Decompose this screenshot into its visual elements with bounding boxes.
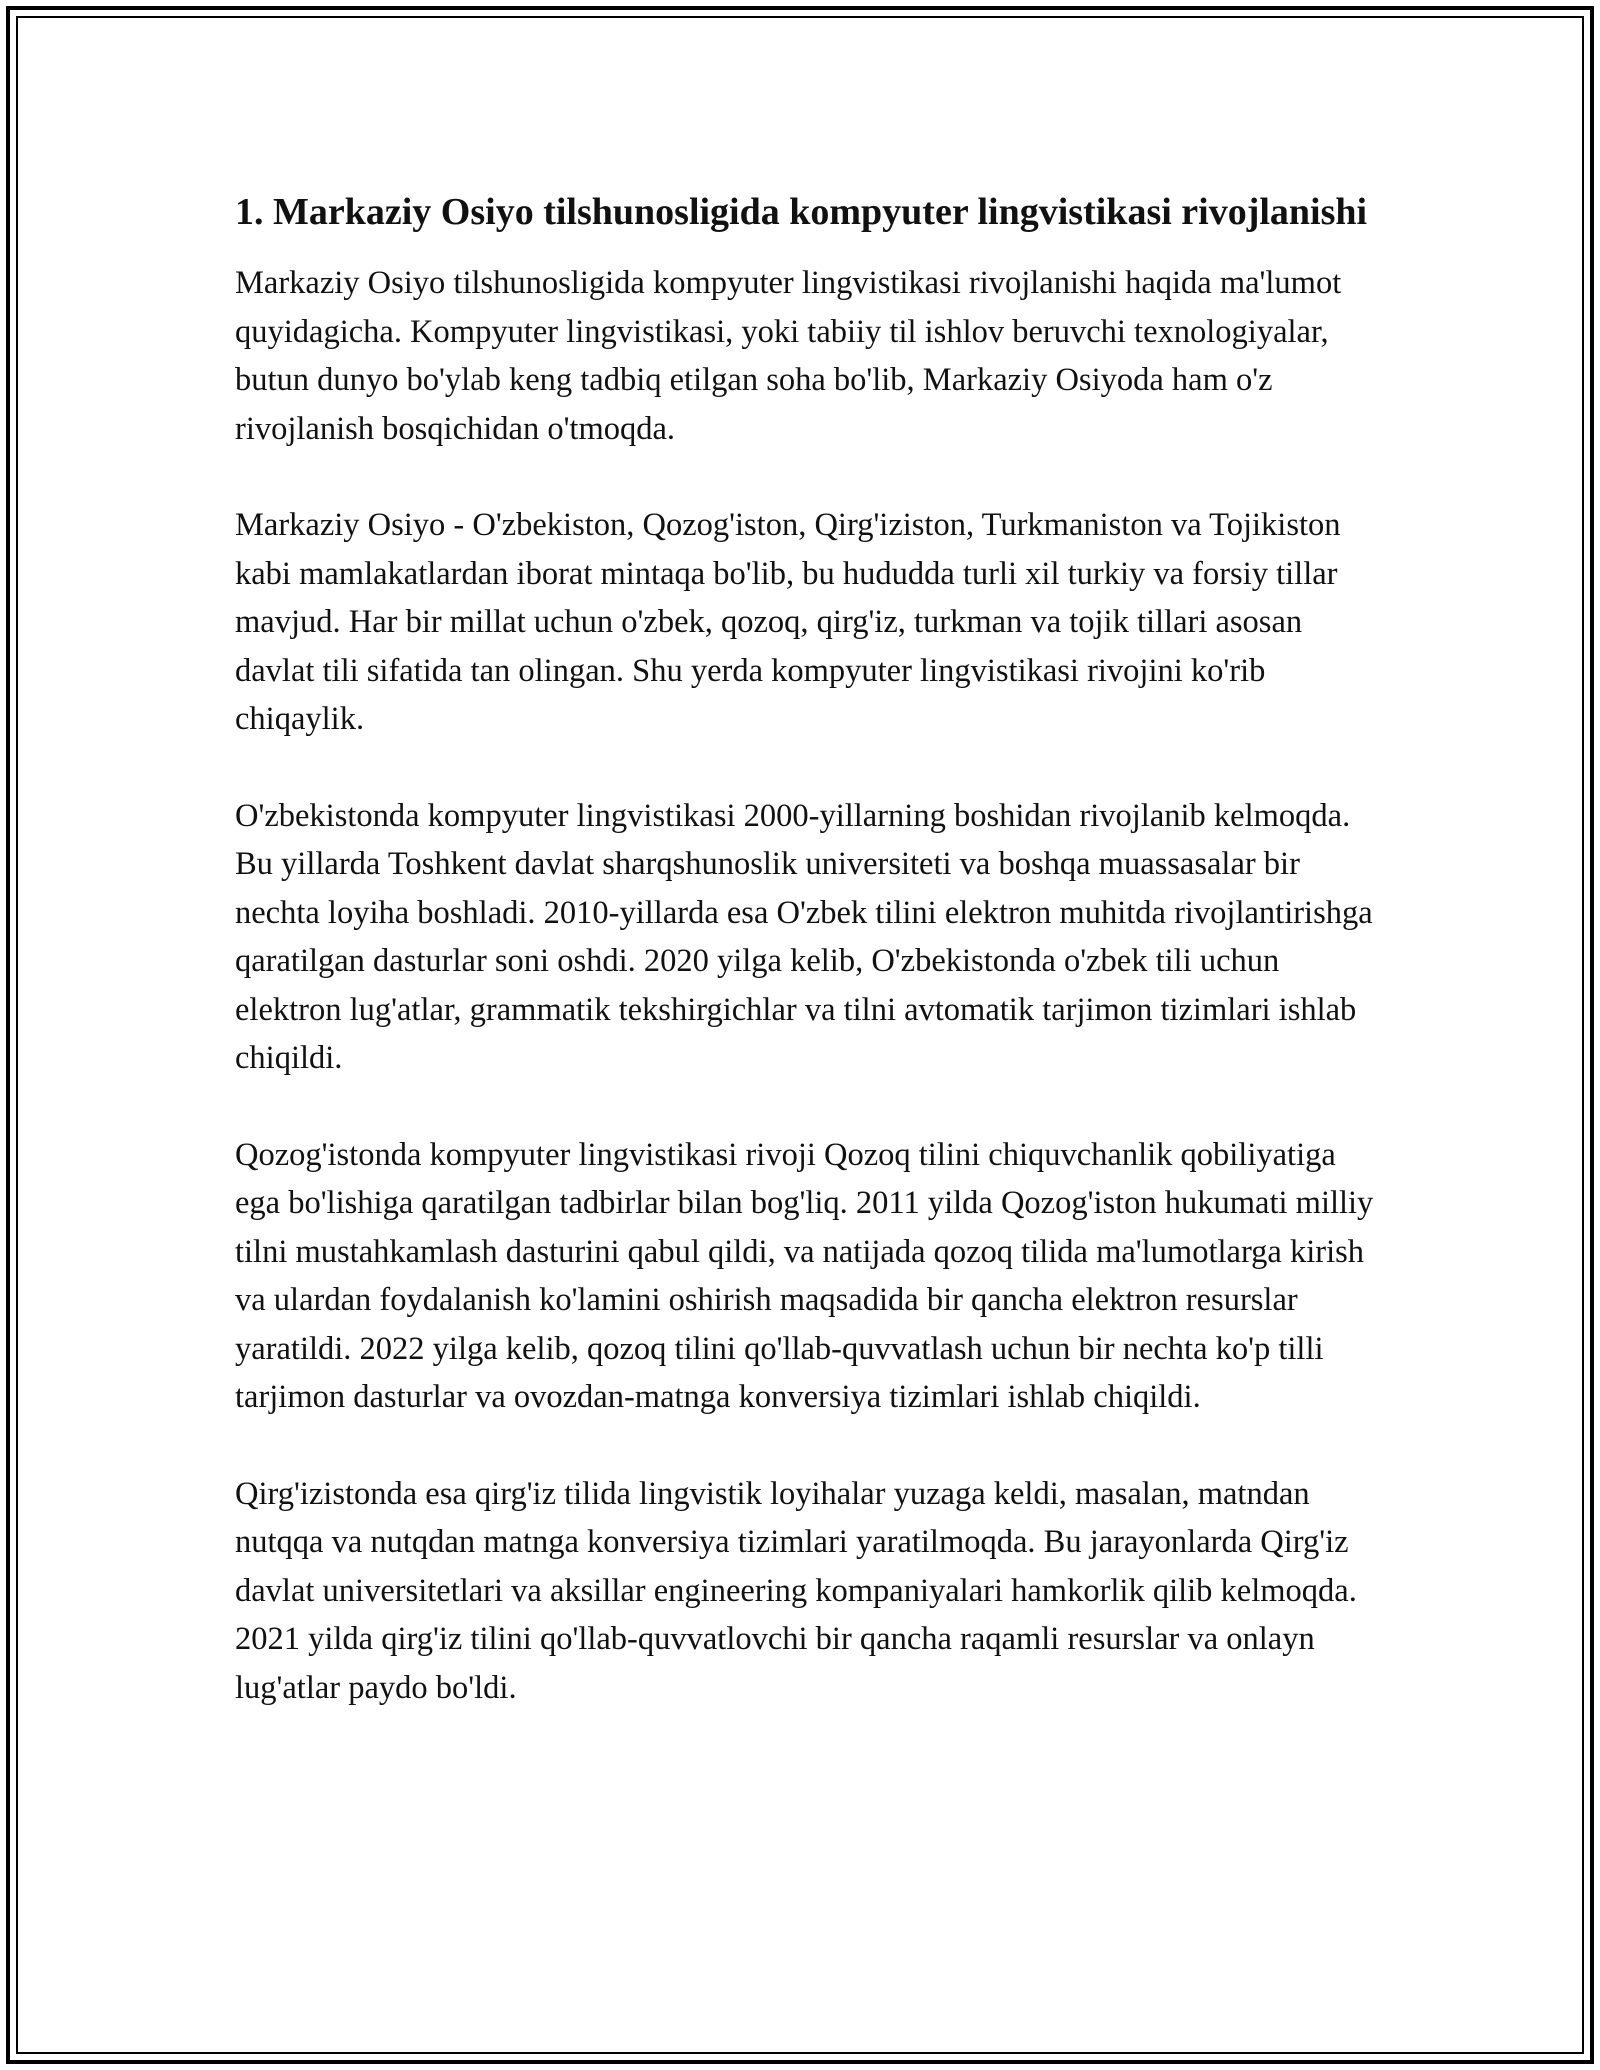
paragraph-kyrgyzstan: Qirg'izistonda esa qirg'iz tilida lingvistik loyihalar yuzaga keldi, masalan, matndan nutqqa va nutqdan matnga konversiya tizimlari yaratilmoqda. Bu jarayonlarda Qirg'iz davlat universitetlari va aksillar engineering kompaniyalari hamkorlik qilib kelmoqda. 2021 yilda qirg'iz tilini qo'llab-quvvatlovchi bir qancha raqamli resurslar va onlayn lug'atlar paydo bo'ldi.: [235, 1475, 1357, 1706]
paragraph-kazakhstan: Qozog'istonda kompyuter lingvistikasi rivoji Qozoq tilini chiquvchanlik qobiliyatiga ega bo'lishiga qaratilgan tadbirlar bilan bog'liq. 2011 yilda Qozog'iston hukumati milliy tilni mustahkamlash dasturini qabul qildi, va natijada qozoq tilida ma'lumotlarga kirish va ulardan foydalanish ko'lamini oshirish maqsadida bir qancha elektron resurslar yaratildi. 2022 yilga kelib, qozoq tilini qo'llab-quvvatlash uchun bir nechta ko'p tilli tarjimon dasturlar va ovozdan-matnga konversiya tizimlari ishlab chiqildi.: [235, 1136, 1374, 1415]
document-body: [235, 187, 1375, 1760]
paragraph-region: Markaziy Osiyo - O'zbekiston, Qozog'iston, Qirg'iziston, Turkmaniston va Tojikiston kabi mamlakatlardan iborat mintaqa bo'lib, bu hududda turli xil turkiy va forsiy tillar mavjud. Har bir millat uchun o'zbek, qozoq, qirg'iz, turkman va tojik tillari asosan davlat tili sifatida tan olingan. Shu yerda kompyuter lingvistikasi rivojini ko'rib chiqaylik.: [235, 507, 1341, 737]
document-title: 1. Markaziy Osiyo tilshunosligida kompyuter lingvistikasi rivojlanishi: [235, 191, 1368, 233]
paragraph-uzbekistan: O'zbekistonda kompyuter lingvistikasi 2000-yillarning boshidan rivojlanib kelmoqda. Bu yillarda Toshkent davlat sharqshunoslik universiteti va boshqa muassasalar bir nechta loyiha boshladi. 2010-yillarda esa O'zbek tilini elektron muhitda rivojlantirishga qaratilgan dasturlar soni oshdi. 2020 yilga kelib, O'zbekistonda o'zbek tili uchun elektron lug'atlar, grammatik tekshirgichlar va tilni avtomatik tarjimon tizimlari ishlab chiqildi.: [235, 797, 1373, 1076]
paragraph-intro: Markaziy Osiyo tilshunosligida kompyuter lingvistikasi rivojlanishi haqida ma'lumot quyidagicha. Kompyuter lingvistikasi, yoki tabiiy til ishlov beruvchi texnologiyalar, butun dunyo bo'ylab keng tadbiq etilgan soha bo'lib, Markaziy Osiyoda ham o'z rivojlanish bosqichidan o'tmoqda.: [235, 265, 1342, 447]
